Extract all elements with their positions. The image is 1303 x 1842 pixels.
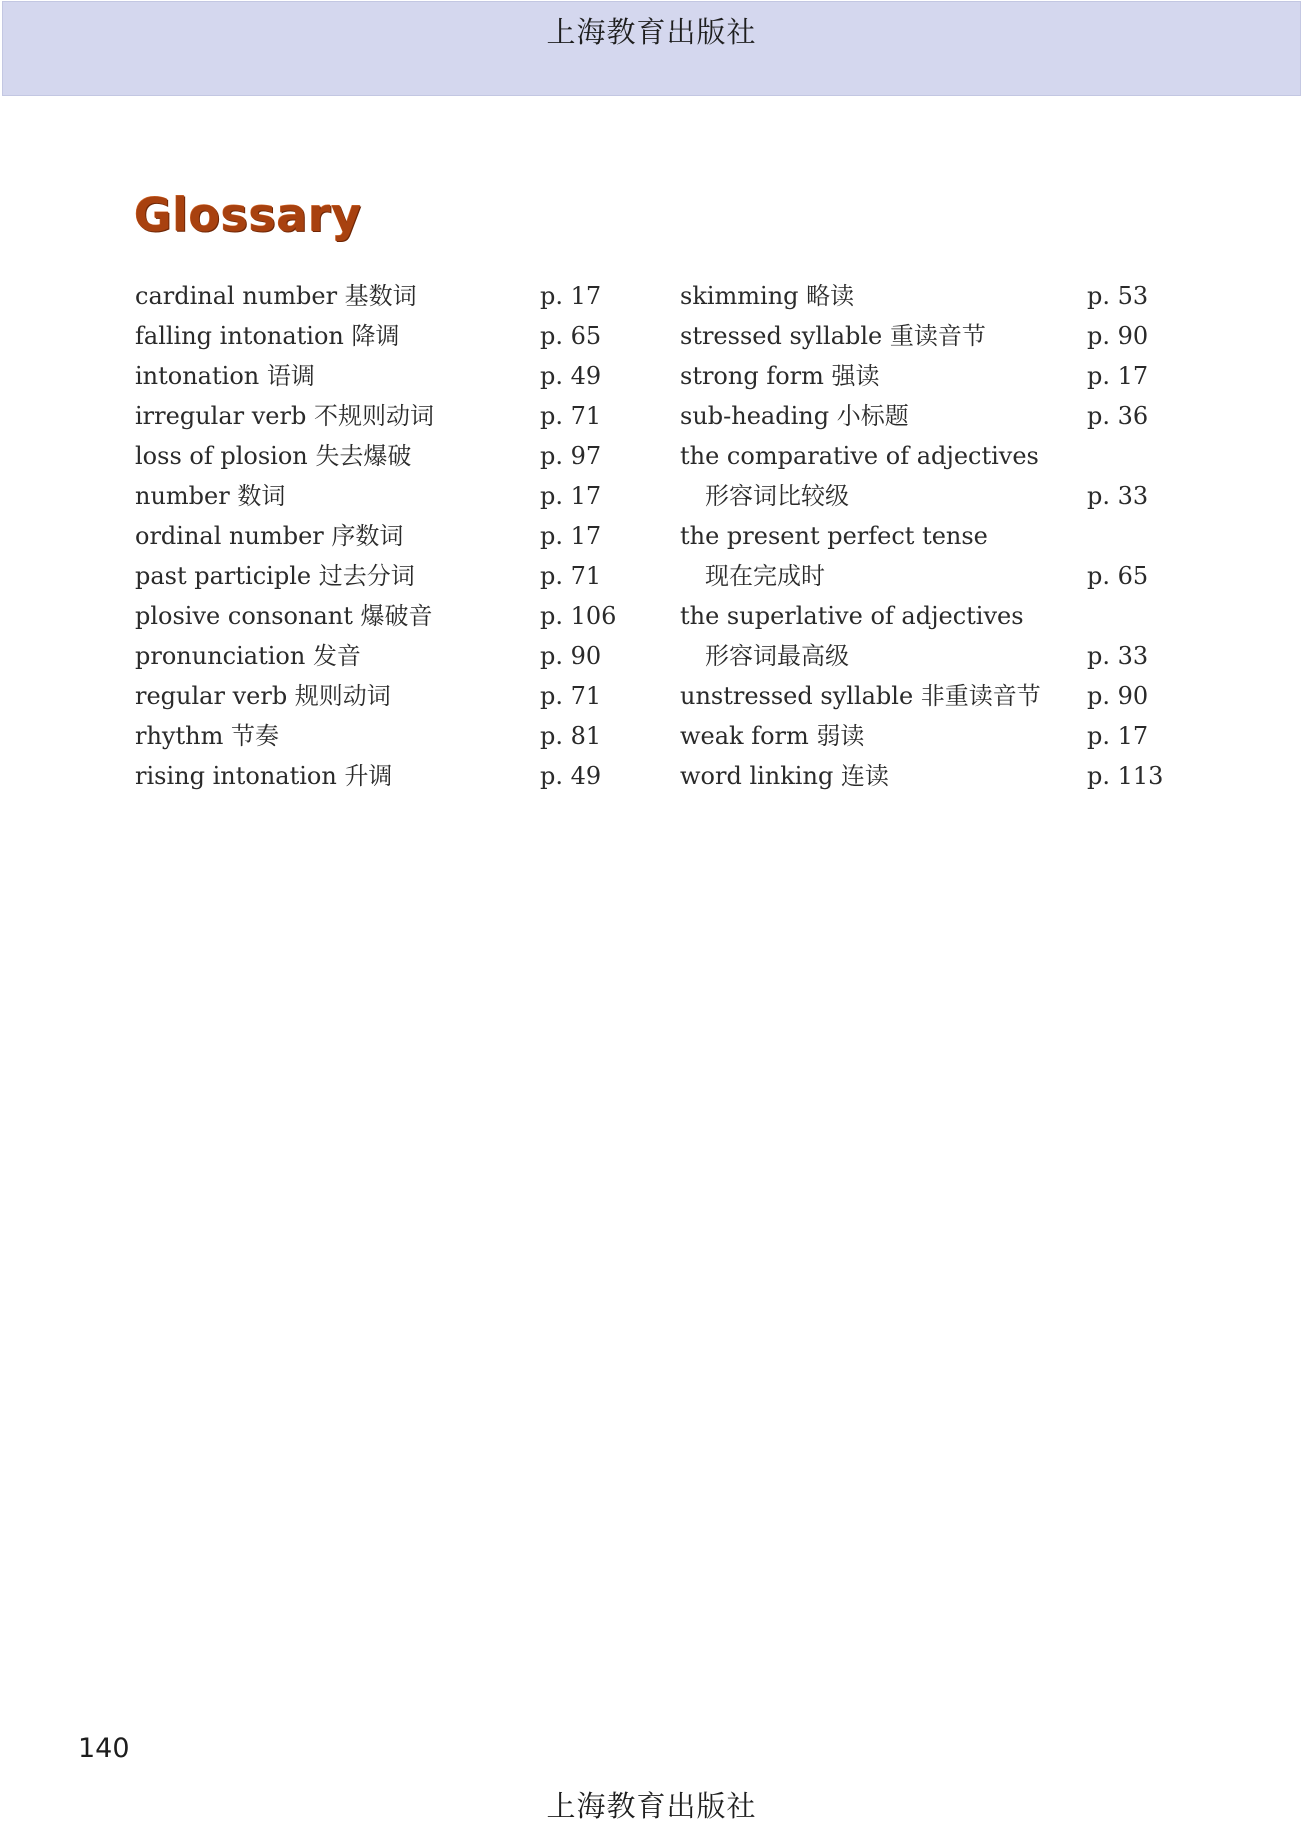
glossary-entry — [680, 716, 1170, 756]
glossary-page-ref: p. 17 — [540, 522, 602, 550]
glossary-entry — [135, 396, 625, 436]
glossary-page-ref: p. 17 — [1087, 362, 1149, 390]
page-title: Glossary — [134, 188, 362, 242]
glossary-page-ref: p. 90 — [1087, 682, 1149, 710]
glossary-page-ref: p. 53 — [1087, 282, 1149, 310]
glossary-page-ref: p. 90 — [1087, 322, 1149, 350]
glossary-entry — [135, 276, 625, 316]
glossary-page-ref: p. 81 — [540, 722, 602, 750]
glossary-page-ref: p. 71 — [540, 562, 602, 590]
glossary-page-ref: p. 97 — [540, 442, 602, 470]
glossary-term-chinese: 形容词最高级 — [705, 642, 849, 670]
glossary-term: loss of plosion 失去爆破 — [135, 442, 412, 470]
glossary-page-ref: p. 17 — [540, 482, 602, 510]
glossary-entry — [680, 276, 1170, 316]
glossary-term: cardinal number 基数词 — [135, 282, 417, 310]
glossary-right-column — [680, 276, 1170, 796]
glossary-entry — [135, 756, 625, 796]
glossary-entry — [680, 756, 1170, 796]
glossary-entry — [135, 356, 625, 396]
glossary-page-ref: p. 36 — [1087, 402, 1149, 430]
glossary-term-chinese: 形容词比较级 — [705, 482, 849, 510]
glossary-page-ref: p. 17 — [540, 282, 602, 310]
glossary-page-ref: p. 65 — [1087, 562, 1149, 590]
glossary-term: past participle 过去分词 — [135, 562, 415, 590]
glossary-entry — [680, 316, 1170, 356]
glossary-page-ref: p. 90 — [540, 642, 602, 670]
glossary-term: sub-heading 小标题 — [680, 402, 909, 430]
glossary-term: number 数词 — [135, 482, 286, 510]
glossary-page-ref: p. 113 — [1087, 762, 1164, 790]
glossary-entry — [135, 316, 625, 356]
glossary-entry — [680, 596, 1170, 676]
page-number: 140 — [78, 1733, 130, 1764]
glossary-term: weak form 弱读 — [680, 722, 865, 750]
glossary-term: ordinal number 序数词 — [135, 522, 404, 550]
footer-publisher: 上海教育出版社 — [546, 1789, 757, 1823]
glossary-page-ref: p. 49 — [540, 762, 602, 790]
glossary-term: word linking 连读 — [680, 762, 889, 790]
glossary-page-ref: p. 33 — [1087, 482, 1149, 510]
glossary-term: the present perfect tense — [680, 522, 988, 550]
glossary-page-ref: p. 106 — [540, 602, 617, 630]
glossary-term: intonation 语调 — [135, 362, 315, 390]
glossary-page-ref: p. 71 — [540, 402, 602, 430]
glossary-page-ref: p. 17 — [1087, 722, 1149, 750]
glossary-page-ref: p. 49 — [540, 362, 602, 390]
glossary-term: pronunciation 发音 — [135, 642, 361, 670]
glossary-term: unstressed syllable 非重读音节 — [680, 682, 1041, 710]
glossary-term: plosive consonant 爆破音 — [135, 602, 433, 630]
glossary-entry — [135, 676, 625, 716]
glossary-term: falling intonation 降调 — [135, 322, 400, 350]
glossary-entry — [680, 516, 1170, 596]
header-publisher: 上海教育出版社 — [546, 15, 757, 49]
glossary-entry — [135, 476, 625, 516]
glossary-entry — [680, 436, 1170, 516]
glossary-left-column — [135, 276, 625, 796]
glossary-term: skimming 略读 — [680, 282, 855, 310]
glossary-term: strong form 强读 — [680, 362, 880, 390]
glossary-page-ref: p. 71 — [540, 682, 602, 710]
glossary-entry — [135, 636, 625, 676]
glossary-entry — [680, 676, 1170, 716]
glossary-page-ref: p. 65 — [540, 322, 602, 350]
glossary-term: rising intonation 升调 — [135, 762, 393, 790]
glossary-entry — [680, 396, 1170, 436]
glossary-term: stressed syllable 重读音节 — [680, 322, 986, 350]
glossary-term: irregular verb 不规则动词 — [135, 402, 434, 430]
glossary-page-ref: p. 33 — [1087, 642, 1149, 670]
glossary-entry — [135, 516, 625, 556]
glossary-entry — [135, 436, 625, 476]
glossary-entry — [135, 716, 625, 756]
glossary-term: the comparative of adjectives — [680, 442, 1039, 470]
glossary-entry — [680, 356, 1170, 396]
glossary-entry — [135, 596, 625, 636]
glossary-term: regular verb 规则动词 — [135, 682, 391, 710]
glossary-entry — [135, 556, 625, 596]
glossary-term: rhythm 节奏 — [135, 722, 279, 750]
glossary-term-chinese: 现在完成时 — [705, 562, 825, 590]
glossary-term: the superlative of adjectives — [680, 602, 1024, 630]
